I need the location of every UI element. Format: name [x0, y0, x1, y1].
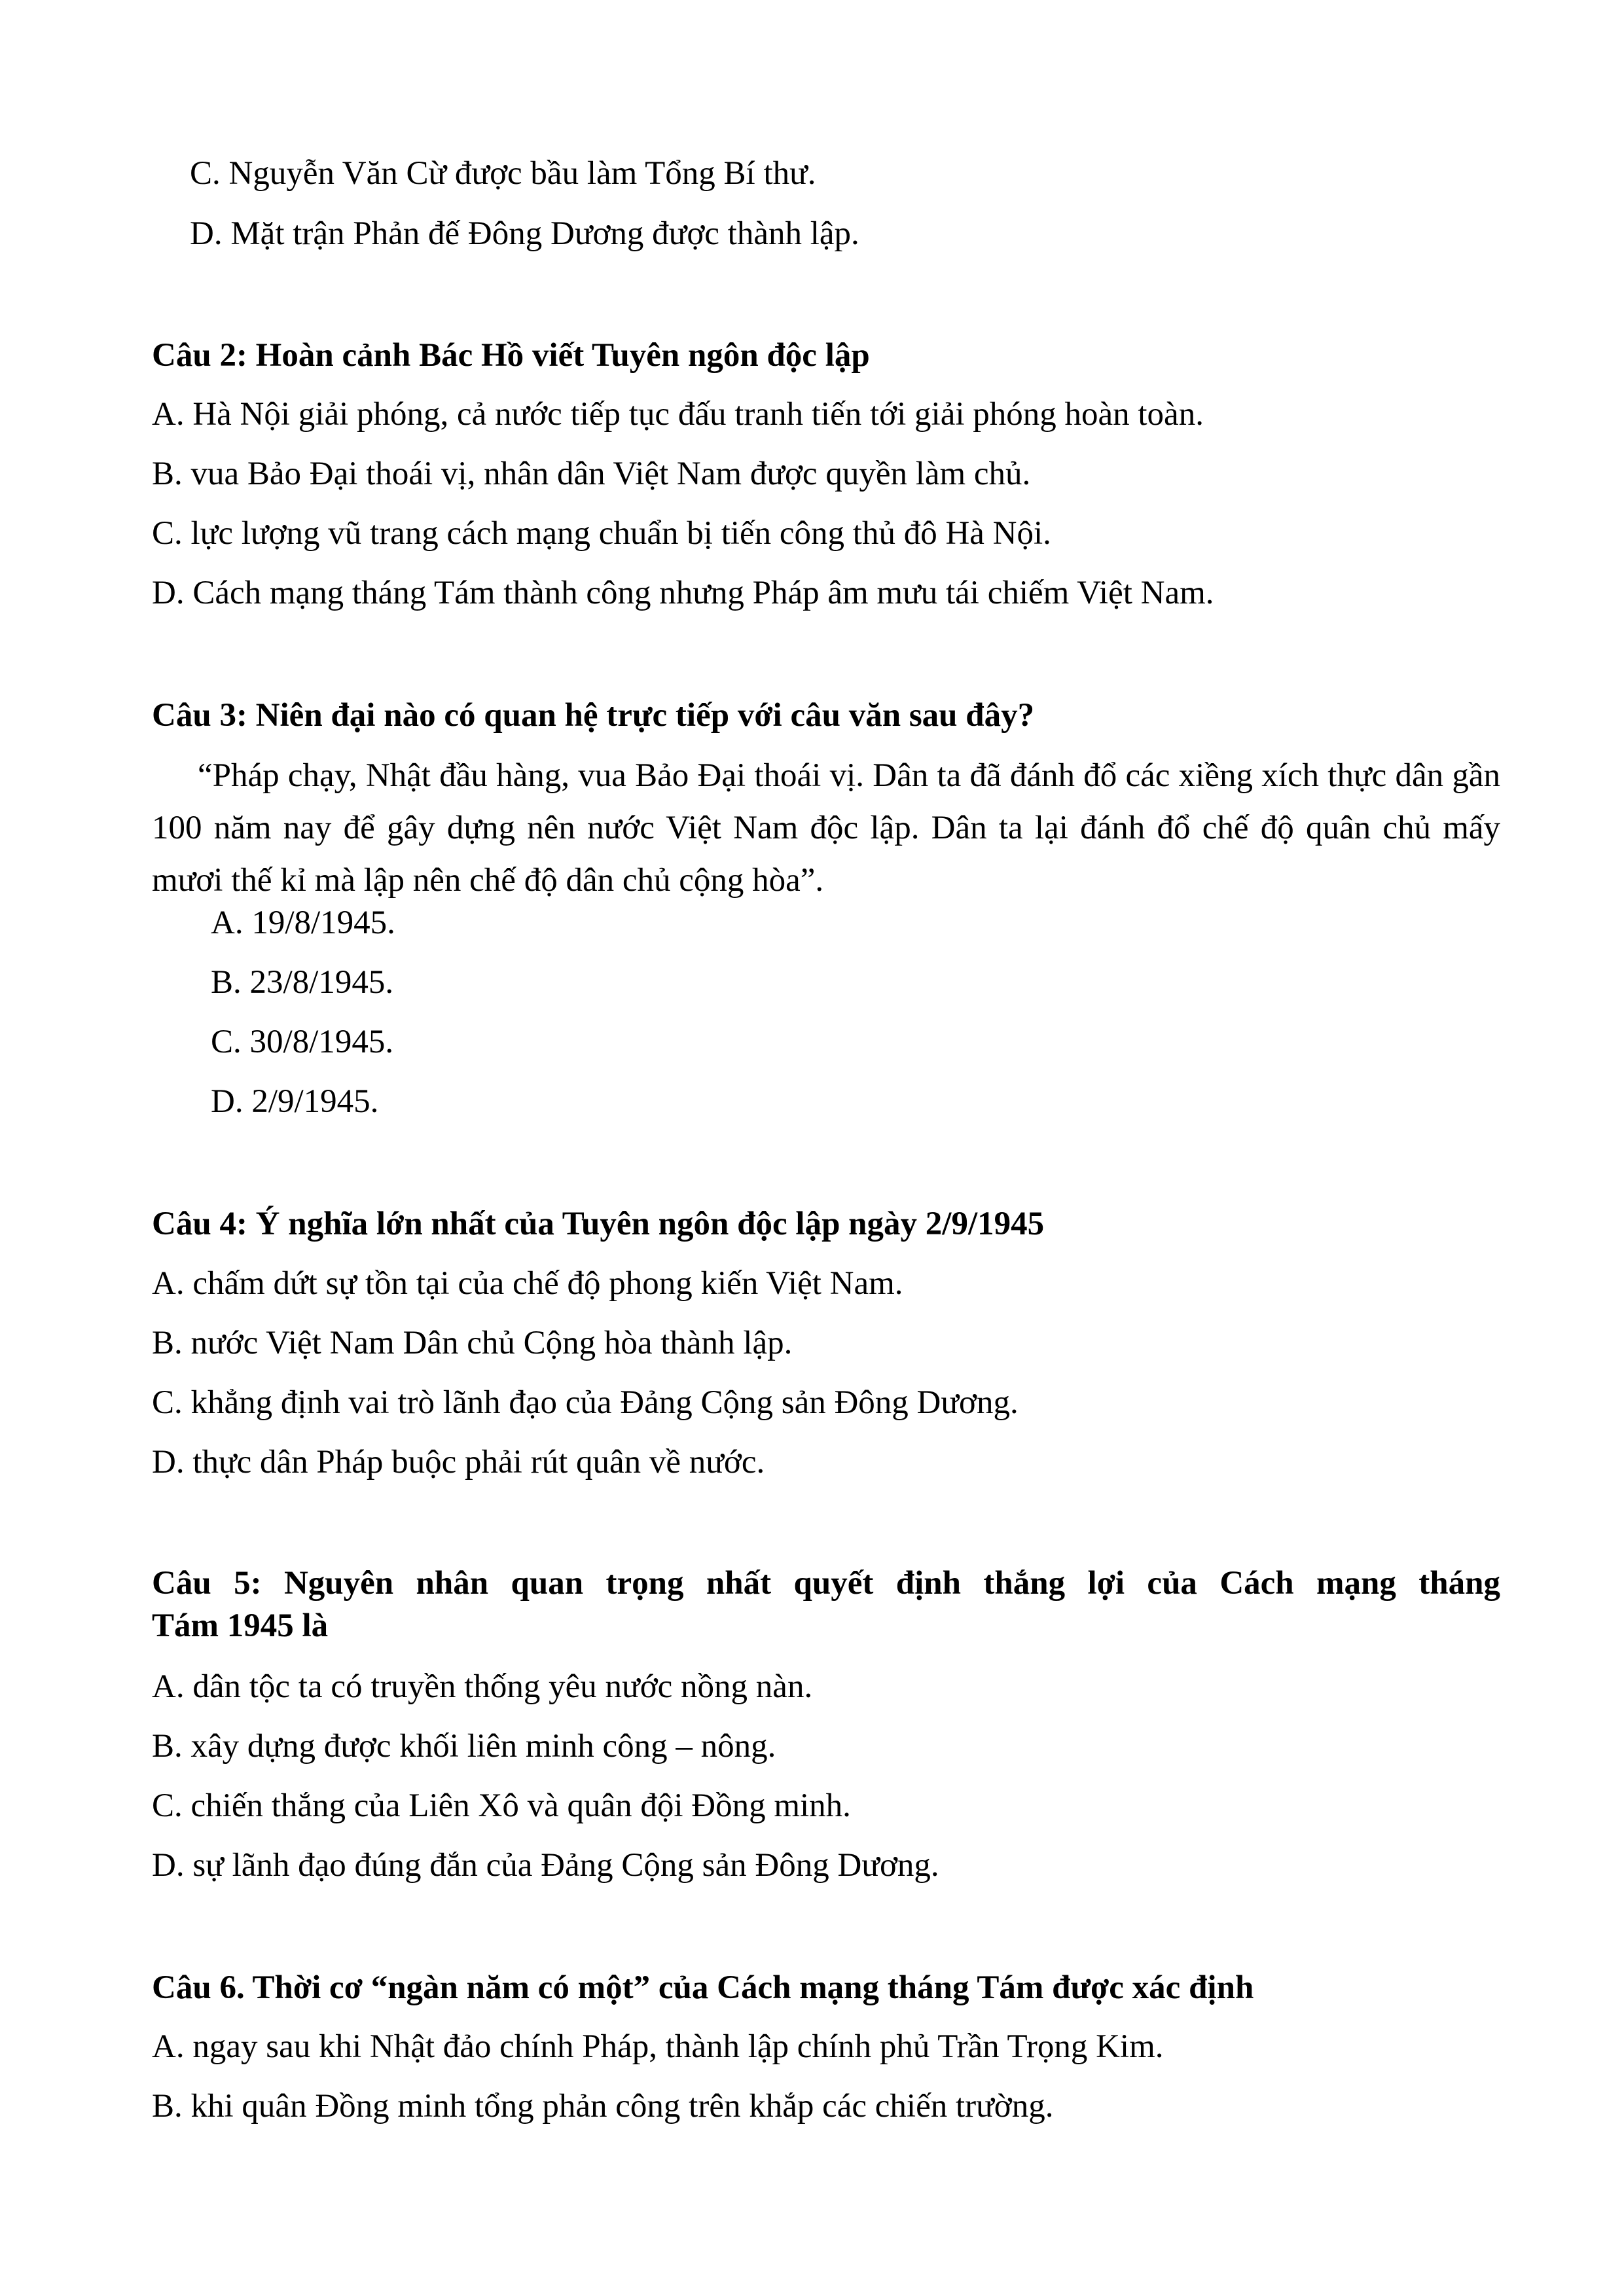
- q6-option-a: A. ngay sau khi Nhật đảo chính Pháp, thành lập chính phủ Trần Trọng Kim.: [152, 2028, 1164, 2065]
- q5-title-line1: Câu 5: Nguyên nhân quan trọng nhất quyết định thắng lợi của Cách mạng tháng: [152, 1565, 1500, 1602]
- q5-title-line2: Tám 1945 là: [152, 1607, 329, 1644]
- q2-option-b: B. vua Bảo Đại thoái vị, nhân dân Việt Nam được quyền làm chủ.: [152, 456, 1031, 492]
- q3-title: Câu 3: Niên đại nào có quan hệ trực tiếp với câu văn sau đây?: [152, 697, 1035, 734]
- q5-option-a: A. dân tộc ta có truyền thống yêu nước nồng nàn.: [152, 1668, 813, 1705]
- q1-option-d: D. Mặt trận Phản đế Đông Dương được thành lập.: [190, 215, 859, 252]
- q3-option-a: A. 19/8/1945.: [211, 905, 395, 941]
- q5-option-d: D. sự lãnh đạo đúng đắn của Đảng Cộng sản Đông Dương.: [152, 1847, 939, 1884]
- q3-quote: “Pháp chạy, Nhật đầu hàng, vua Bảo Đại thoái vị. Dân ta đã đánh đổ các xiềng xích thực dân gần 100 năm nay để gây dựng nên nước Việt Nam độc lập. Dân ta lại đánh đổ chế độ quân chủ mấy mươi thế kỉ mà lập nên chế độ dân chủ cộng hòa”.: [152, 757, 1500, 899]
- q6-option-b: B. khi quân Đồng minh tổng phản công trên khắp các chiến trường.: [152, 2088, 1054, 2125]
- q2-option-d: D. Cách mạng tháng Tám thành công nhưng Pháp âm mưu tái chiếm Việt Nam.: [152, 575, 1214, 611]
- q2-option-a: A. Hà Nội giải phóng, cả nước tiếp tục đấu tranh tiến tới giải phóng hoàn toàn.: [152, 396, 1204, 433]
- q4-option-c: C. khẳng định vai trò lãnh đạo của Đảng Cộng sản Đông Dương.: [152, 1384, 1019, 1421]
- q6-title: Câu 6. Thời cơ “ngàn năm có một” của Cách mạng tháng Tám được xác định: [152, 1969, 1254, 2006]
- q5-option-b: B. xây dựng được khối liên minh công – nông.: [152, 1728, 776, 1765]
- q1-option-c: C. Nguyễn Văn Cừ được bầu làm Tổng Bí thư.: [190, 155, 816, 192]
- q4-option-a: A. chấm dứt sự tồn tại của chế độ phong kiến Việt Nam.: [152, 1265, 903, 1302]
- q4-option-b: B. nước Việt Nam Dân chủ Cộng hòa thành lập.: [152, 1325, 793, 1361]
- q4-title: Câu 4: Ý nghĩa lớn nhất của Tuyên ngôn độc lập ngày 2/9/1945: [152, 1206, 1045, 1242]
- q2-title: Câu 2: Hoàn cảnh Bác Hồ viết Tuyên ngôn độc lập: [152, 337, 870, 374]
- q4-option-d: D. thực dân Pháp buộc phải rút quân về nước.: [152, 1444, 765, 1480]
- q3-option-b: B. 23/8/1945.: [211, 964, 394, 1001]
- q3-option-c: C. 30/8/1945.: [211, 1024, 394, 1060]
- q3-option-d: D. 2/9/1945.: [211, 1083, 379, 1120]
- q5-option-c: C. chiến thắng của Liên Xô và quân đội Đồng minh.: [152, 1787, 851, 1824]
- q2-option-c: C. lực lượng vũ trang cách mạng chuẩn bị tiến công thủ đô Hà Nội.: [152, 515, 1051, 552]
